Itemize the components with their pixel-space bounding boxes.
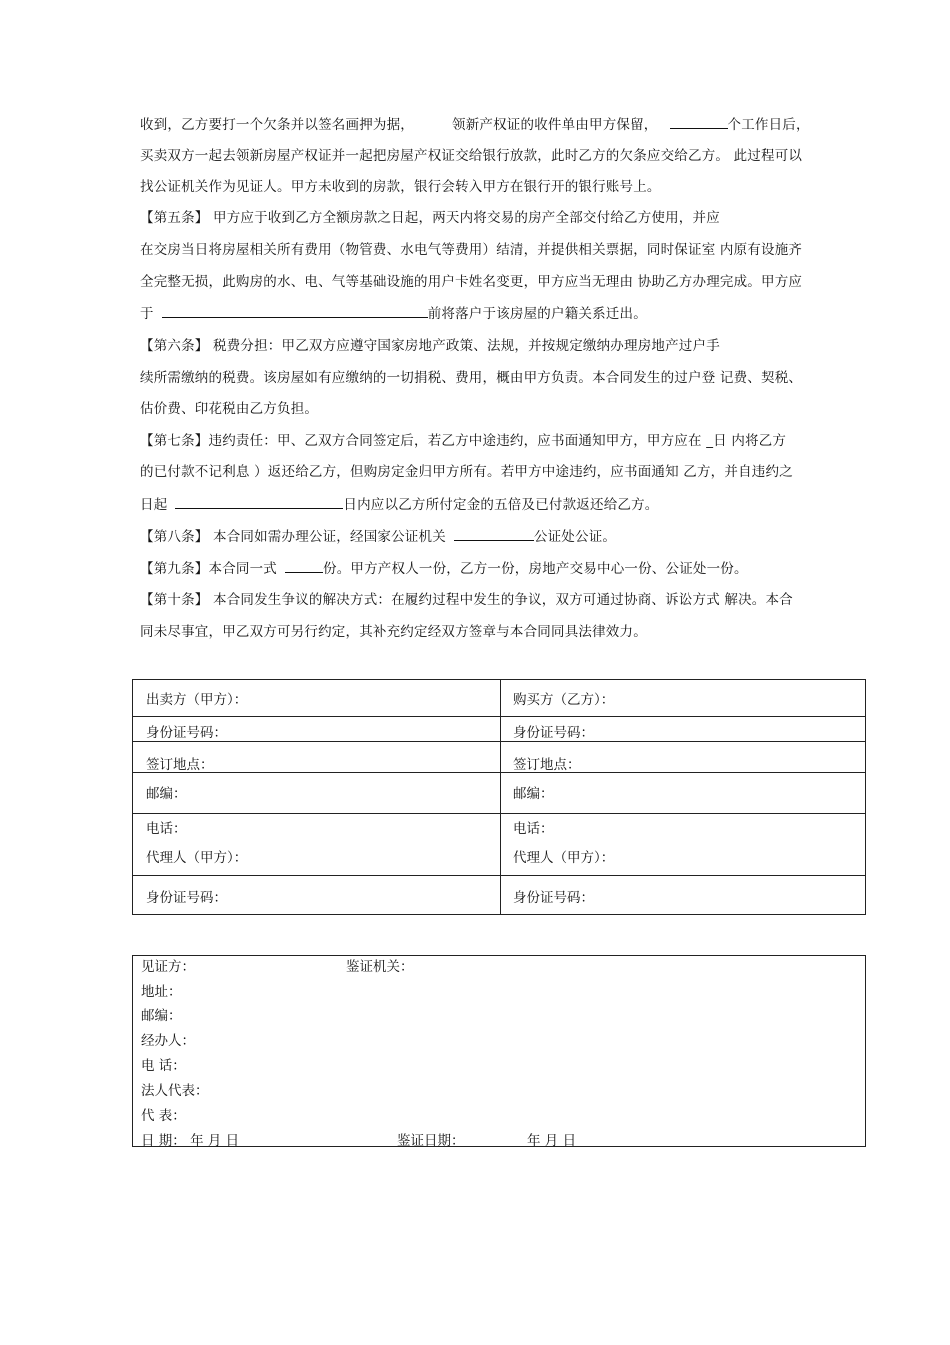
witness-label: 见证方： xyxy=(141,959,195,975)
seller-postcode-label: 邮编： xyxy=(146,786,187,802)
article-6-line-2: 续所需缴纳的税费。该房屋如有应缴纳的一切捐税、费用，概由甲方负责。本合同发生的过户登 记费、契税、 xyxy=(140,370,803,386)
article-9-line xyxy=(140,558,748,579)
buyer-agent-id-label: 身份证号码： xyxy=(513,890,594,906)
body-line-2: 买卖双方一起去领新房屋产权证并一起把房屋产权证交给银行放款，此时乙方的欠条应交给乙方。 此过程可以 xyxy=(140,148,803,164)
seller-place-label: 签订地点： xyxy=(146,757,214,773)
date-label: 日 期： 年 月 日 xyxy=(141,1133,240,1149)
table-row-divider xyxy=(133,875,865,876)
days-blank xyxy=(175,494,343,509)
table-row-divider xyxy=(133,813,865,814)
table-row-divider xyxy=(133,772,865,773)
article-7-line-3-part-a: 日起 xyxy=(140,497,168,513)
article-9-part-a: 【第九条】本合同一式 xyxy=(140,561,277,577)
article-8-part-a: 【第八条】 本合同如需办理公证，经国家公证机关 xyxy=(140,529,446,545)
article-7-line-3 xyxy=(140,494,659,515)
workdays-blank xyxy=(670,114,728,129)
body-line-1-part-b: 领新产权证的收件单由甲方保留， xyxy=(452,117,658,133)
article-5-line-2: 在交房当日将房屋相关所有费用（物管费、水电气等费用）结清，并提供相关票据，同时保证室 内原有设施齐 xyxy=(140,242,803,258)
article-7-line-2: 的已付款不记利息 ）返还给乙方，但购房定金归甲方所有。若甲方中途违约，应书面通知 乙方，并自违约之 xyxy=(140,464,793,480)
article-6-line-1: 【第六条】 税费分担：甲乙双方应遵守国家房地产政策、法规，并按规定缴纳办理房地产过户手 xyxy=(140,338,720,354)
buyer-postcode-label: 邮编： xyxy=(513,786,554,802)
article-5-line-4 xyxy=(140,303,647,324)
article-8-part-b: 公证处公证。 xyxy=(533,529,617,545)
buyer-id-label: 身份证号码： xyxy=(513,725,594,741)
legal-rep-label: 法人代表： xyxy=(141,1083,209,1099)
phone-label: 电 话： xyxy=(141,1058,186,1074)
witness-box xyxy=(132,955,866,1147)
article-5-line-1: 【第五条】 甲方应于收到乙方全额房款之日起，两天内将交易的房产全部交付给乙方使用，并应 xyxy=(140,210,720,226)
seller-id-label: 身份证号码： xyxy=(146,725,227,741)
body-line-1-part-a: 收到，乙方要打一个欠条并以签名画押为据， xyxy=(140,117,414,133)
article-5-line-4-part-a: 于 xyxy=(140,306,154,322)
auth-date-value: 年 月 日 xyxy=(527,1133,577,1149)
body-line-3: 找公证机关作为见证人。甲方未收到的房款，银行会转入甲方在银行开的银行账号上。 xyxy=(140,179,661,195)
buyer-label: 购买方（乙方）： xyxy=(513,692,615,708)
parties-table xyxy=(132,679,866,915)
handler-label: 经办人： xyxy=(141,1033,195,1049)
seller-agent-id-label: 身份证号码： xyxy=(146,890,227,906)
buyer-agent-label: 代理人（甲方）： xyxy=(513,850,615,866)
article-5-line-3: 全完整无损，此购房的水、电、气等基础设施的用户卡姓名变更，甲方应当无理由 协助乙方办理完成。甲方应 xyxy=(140,274,803,290)
article-10-line-1: 【第十条】 本合同发生争议的解决方式：在履约过程中发生的争议，双方可通过协商、诉讼方式 解决。本合 xyxy=(140,592,793,608)
seller-agent-label: 代理人（甲方）： xyxy=(146,850,248,866)
address-label: 地址： xyxy=(141,984,182,1000)
article-5-line-4-part-b: 前将落户于该房屋的户籍关系迁出。 xyxy=(427,306,647,322)
table-row-divider xyxy=(133,741,865,742)
rep-label: 代 表： xyxy=(141,1108,186,1124)
notary-office-blank xyxy=(454,526,534,541)
article-7-line-1: 【第七条】违约责任：甲、乙双方合同签定后，若乙方中途违约，应书面通知甲方，甲方应在 _日 内将乙方 xyxy=(140,433,787,449)
seller-phone-label: 电话： xyxy=(146,821,187,837)
article-9-part-b: 份。甲方产权人一份，乙方一份，房地产交易中心一份、公证处一份。 xyxy=(323,561,748,577)
household-deadline-blank xyxy=(162,303,428,318)
postcode-label: 邮编： xyxy=(141,1008,182,1024)
table-row-divider xyxy=(133,716,865,717)
buyer-phone-label: 电话： xyxy=(513,821,554,837)
seller-label: 出卖方（甲方）： xyxy=(146,692,248,708)
body-line-1-part-c: 个工作日后， xyxy=(727,117,810,133)
auth-date-label: 鉴证日期： xyxy=(397,1133,465,1149)
copies-blank xyxy=(285,558,323,573)
article-7-line-3-part-b: 日内应以乙方所付定金的五倍及已付款返还给乙方。 xyxy=(343,497,659,513)
article-6-line-3: 估价费、印花税由乙方负担。 xyxy=(140,401,319,417)
buyer-place-label: 签订地点： xyxy=(513,757,581,773)
article-10-line-2: 同未尽事宜，甲乙双方可另行约定，其补充约定经双方签章与本合同同具法律效力。 xyxy=(140,624,647,640)
authority-label: 鉴证机关： xyxy=(346,959,414,975)
body-line-1 xyxy=(140,114,810,135)
article-8-line xyxy=(140,526,616,547)
